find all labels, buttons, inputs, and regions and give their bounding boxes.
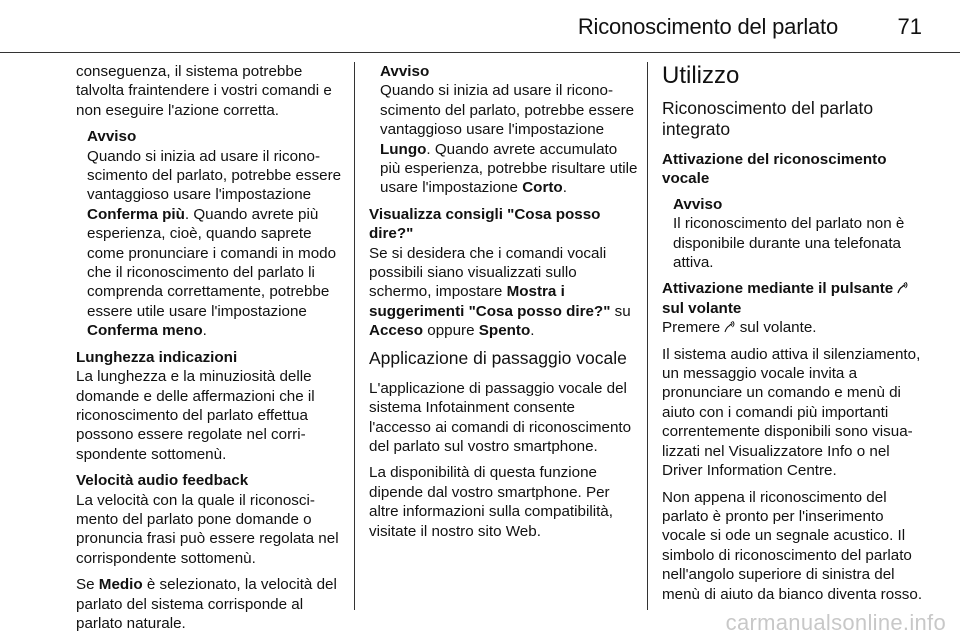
text-run: su bbox=[610, 302, 631, 320]
section bbox=[662, 150, 930, 189]
paragraph: conseguenza, il sistema potrebbe talvolta fraintendere i vostri comandi e non eseguire l'azione corretta. bbox=[76, 63, 332, 119]
paragraph: La disponibilità di questa funzione dipende dal vostro smartphone. Per altre informazioni sulla compatibilità, visitate il nostro sito Web. bbox=[369, 464, 613, 540]
section-title: Riconoscimento del parlato integrato bbox=[662, 98, 874, 139]
text-run: Attivazione mediante il pulsante bbox=[662, 280, 898, 298]
note-title: Avviso bbox=[380, 63, 430, 80]
note-box bbox=[76, 127, 348, 340]
setting-name: Conferma meno bbox=[87, 322, 203, 340]
header-divider bbox=[0, 52, 960, 53]
setting-name: Corto bbox=[522, 179, 563, 197]
note-text: . bbox=[562, 179, 567, 197]
note-text: Quando si inizia ad usare il riconoscimento del parlato, potrebbe essere vantaggioso usare l'impostazione bbox=[380, 82, 635, 139]
column-divider-2 bbox=[647, 62, 648, 610]
note-text: Quando si inizia ad usare il riconoscimento del parlato, potrebbe essere vantaggioso usare l'impostazione bbox=[87, 147, 342, 204]
text-run: oppure bbox=[423, 322, 479, 340]
paragraph: L'applicazione di passaggio vocale del sistema Infotainment consente l'accesso ai comandi di riconoscimento del parlato sul vostro smartphone. bbox=[369, 379, 632, 455]
text-run: Premere bbox=[662, 319, 725, 337]
setting-name: Mostra i suggerimenti "Cosa posso dire?" bbox=[369, 283, 611, 320]
section-heading: Attivazione del riconoscimento vocale bbox=[662, 151, 887, 188]
setting-name: Conferma più bbox=[87, 205, 185, 223]
column-divider-1 bbox=[354, 62, 355, 610]
section-heading: Velocità audio feedback bbox=[76, 472, 249, 490]
section-text: La velocità con la quale il riconoscimento del parlato pone domande o pronuncia frasi può essere regolata nel corrispondente sottomenù. bbox=[76, 491, 339, 567]
page-number: 71 bbox=[897, 14, 922, 39]
note-title: Avviso bbox=[673, 195, 723, 213]
text-run: Se bbox=[76, 576, 99, 594]
setting-name: Spento bbox=[478, 322, 531, 340]
section-heading: Lunghezza indicazioni bbox=[76, 348, 238, 366]
setting-name: Medio bbox=[98, 576, 143, 594]
paragraph: Il sistema audio attiva il silenziamento, un messaggio vocale invita a pronunciare un comando e menù di aiuto con i comandi più importanti correntemente disponibili sono visualizzati nel Visualizzatore Info o nel Driver Information Centre. bbox=[662, 345, 921, 480]
page-header bbox=[0, 0, 960, 52]
paragraph: Non appena il riconoscimento del parlato è pronto per l'inserimento vocale si ode un segnale acustico. Il simbolo di riconoscimento del parlato nell'angolo superiore di sinistra del menù di aiuto da bianco diventa rosso. bbox=[662, 488, 923, 603]
section bbox=[369, 205, 639, 341]
note-box bbox=[662, 195, 930, 273]
chapter-title: Utilizzo bbox=[662, 62, 740, 89]
text-run: sul volante bbox=[662, 299, 742, 317]
note-text: . Quando avrete più esperienza, cioè, quando saprete come pronunciare i comandi in modo che il riconoscimento del parlato li comprenda correttamente, potrebbe essere utile usare l'impostazione bbox=[87, 205, 337, 320]
voice-recognition-icon bbox=[897, 282, 908, 294]
text-run: . bbox=[530, 322, 535, 340]
paragraph bbox=[76, 575, 348, 633]
note-text: . Quando avrete accumulato più esperienza, potrebbe risultare utile usare l'impostazione bbox=[380, 140, 638, 197]
section bbox=[76, 348, 348, 464]
section bbox=[76, 471, 348, 568]
setting-name: Lungo bbox=[380, 140, 427, 158]
page-title: Riconoscimento del parlato bbox=[577, 14, 838, 39]
column-2 bbox=[369, 62, 639, 548]
section-title: Applicazione di passaggio vocale bbox=[369, 347, 627, 368]
note-box bbox=[369, 62, 639, 198]
note-title: Avviso bbox=[87, 128, 137, 146]
section-heading bbox=[662, 279, 930, 318]
note-text: Il riconoscimento del parlato non è disponibile durante una telefonata attiva. bbox=[673, 215, 905, 272]
section bbox=[662, 279, 930, 337]
section-heading: Visualizza consigli "Cosa posso dire?" bbox=[369, 205, 601, 243]
text-run: è selezionato, la velocità del parlato del sistema corrisponde al parlato naturale. bbox=[76, 576, 337, 632]
column-3 bbox=[662, 62, 930, 611]
setting-name: Acceso bbox=[369, 322, 424, 340]
section-text: La lunghezza e la minuziosità delle domande e delle affermazioni che il riconoscimento del parlato effettua possono essere regolate nel corrispondente sottomenù. bbox=[76, 368, 315, 463]
text-run: Se si desidera che i comandi vocali possibili siano visualizzati sullo schermo, impostare bbox=[369, 244, 607, 301]
text-run: sul volante. bbox=[735, 319, 817, 337]
column-1 bbox=[76, 62, 348, 640]
voice-recognition-icon bbox=[724, 321, 735, 333]
note-text: . bbox=[202, 322, 207, 340]
watermark: carmanualsonline.info bbox=[725, 610, 946, 635]
